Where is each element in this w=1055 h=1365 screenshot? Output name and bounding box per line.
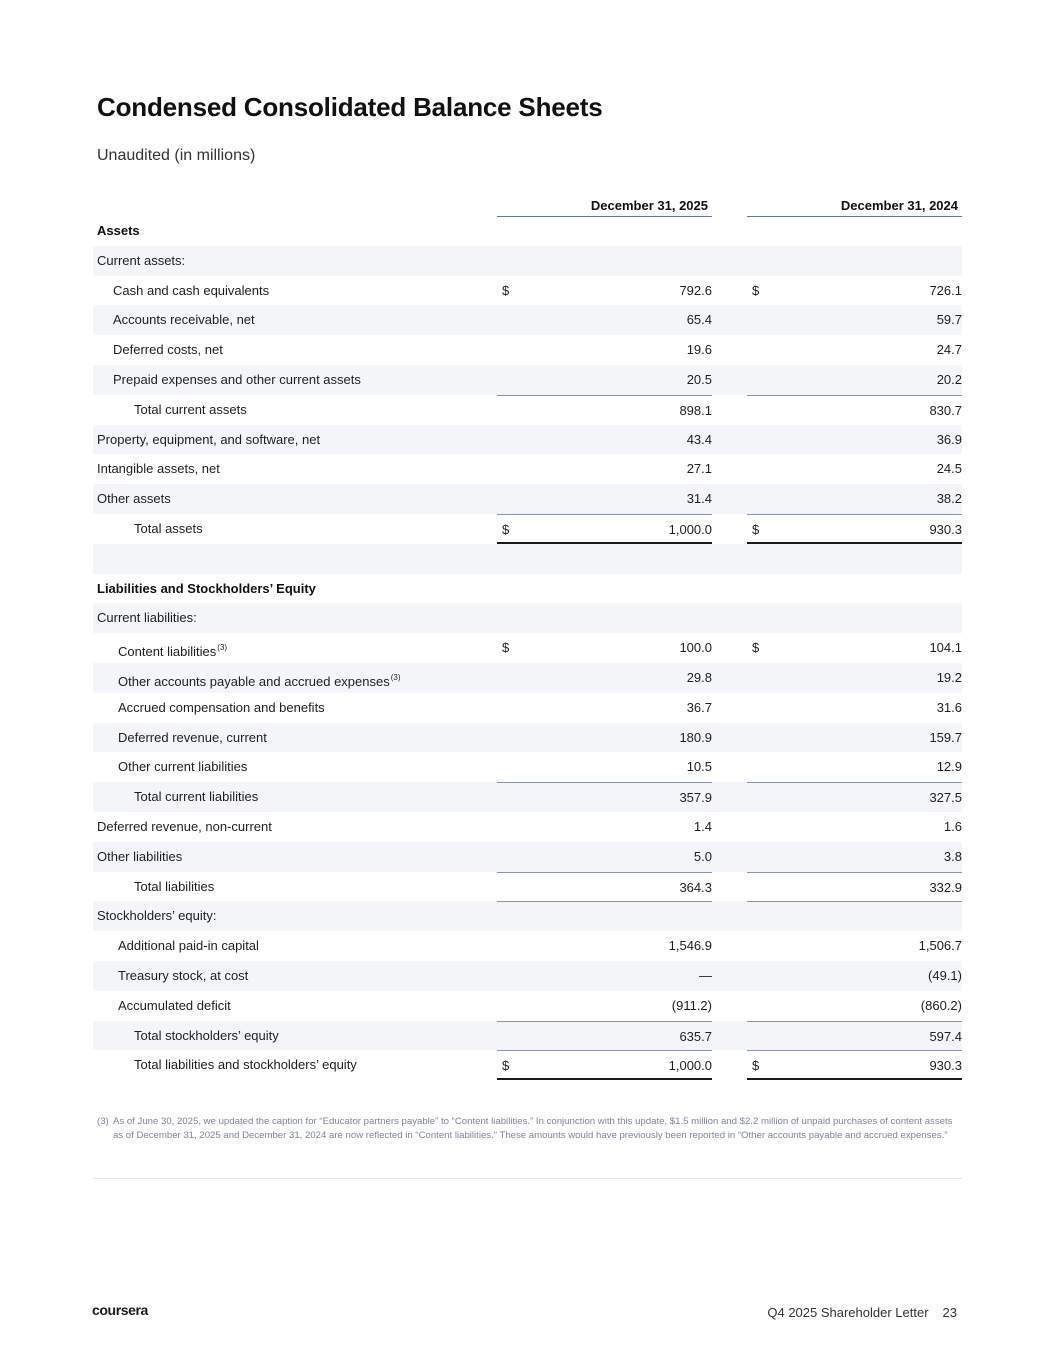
row-label [113,276,269,306]
column-header-label: December 31, 2025 [590,198,708,213]
value-cell-2025 [497,425,712,455]
value-cell-2025 [497,752,712,782]
table-row [93,961,962,991]
row-label-text: Cash and cash equivalents [113,282,270,298]
row-label [97,603,197,633]
value: (49.1) [928,967,962,983]
row-label [118,633,227,667]
value: 930.3 [929,1058,962,1074]
row-label [134,782,258,812]
value-cell-2024 [747,1021,962,1051]
value-cell-2024 [747,1050,962,1080]
table-row [93,365,962,395]
value: 726.1 [929,282,962,298]
value: 20.2 [936,371,962,387]
row-label [97,484,171,514]
value: 36.9 [936,431,962,447]
value-cell-2024 [747,395,962,425]
value-cell-2025 [497,633,712,663]
value: 19.6 [686,342,712,358]
value: 36.7 [686,699,712,715]
value-cell-2024 [747,752,962,782]
footnote-ref: (3) [217,643,228,653]
table-row [93,872,962,902]
value-cell-2024 [747,276,962,306]
value: 24.5 [936,461,962,477]
value-cell-2024 [747,335,962,365]
row-label [134,514,203,544]
row-label-text: Property, equipment, and software, net [97,431,321,447]
value-cell-2024 [747,365,962,395]
row-label-text: Total stockholders’ equity [134,1027,279,1043]
value-cell-2025 [497,842,712,872]
value: 19.2 [936,669,962,685]
value: 3.8 [943,848,962,864]
row-label [118,723,267,753]
value: 792.6 [679,282,712,298]
row-label [134,1050,357,1080]
row-label-text: Total assets [134,520,203,536]
page-number: 23 [942,1305,957,1320]
page-footer [767,1305,957,1320]
column-header-label: December 31, 2024 [840,198,958,213]
row-label-text: Accumulated deficit [118,997,231,1013]
value: 38.2 [936,491,962,507]
row-label-text: Total liabilities and stockholders’ equity [134,1057,357,1073]
table-row [93,752,962,782]
footnote-ref: (3) [390,672,401,682]
value-cell-2025 [497,276,712,306]
value-cell-2024 [747,723,962,753]
table-row [93,246,962,276]
dollar-sign: $ [752,282,760,298]
value: 29.8 [686,669,712,685]
value-cell-2025 [497,872,712,902]
value-cell-2024 [747,961,962,991]
row-label [118,931,259,961]
row-label-text: Additional paid-in capital [118,938,259,954]
row-label [97,216,140,246]
row-label-text: Deferred revenue, current [118,729,267,745]
value: 27.1 [686,461,712,477]
value-cell-2025 [497,723,712,753]
value-cell-2025 [497,454,712,484]
row-label [118,693,325,723]
value: 31.6 [936,699,962,715]
table-row [93,931,962,961]
row-label-text: Current assets: [97,252,186,268]
row-label-text: Deferred costs, net [113,342,223,358]
value-cell-2024 [747,484,962,514]
value: 898.1 [679,402,712,418]
value: 159.7 [929,729,962,745]
value-cell-2024 [747,693,962,723]
row-label-text: Total current liabilities [134,789,259,805]
value-cell-2025 [497,991,712,1021]
value: — [699,967,712,983]
row-label [118,991,231,1021]
row-label [113,365,361,395]
value-cell-2024 [747,842,962,872]
table-row [93,305,962,335]
column-header-2025 [497,198,712,217]
value: (911.2) [671,997,712,1013]
table-row [93,454,962,484]
table-row [93,335,962,365]
table-row [93,544,962,574]
value: 59.7 [936,312,962,328]
row-label-text: Deferred revenue, non-current [97,818,272,834]
value: 1.4 [693,818,712,834]
value-cell-2024 [747,991,962,1021]
dollar-sign: $ [502,282,510,298]
value: 1,000.0 [668,1058,712,1074]
row-label [118,961,248,991]
row-label [113,305,255,335]
row-label-text: Accounts receivable, net [113,312,255,328]
value-cell-2024 [747,305,962,335]
row-label [97,842,182,872]
row-label-text: Liabilities and Stockholders’ Equity [97,580,316,596]
value-cell-2024 [747,663,962,693]
footnote [97,1115,957,1143]
row-label [113,335,223,365]
row-label-text: Other accounts payable and accrued expenses [118,673,390,689]
value: 10.5 [686,759,712,775]
value-cell-2025 [497,931,712,961]
value-cell-2025 [497,1050,712,1080]
dollar-sign: $ [752,640,760,656]
value-cell-2024 [747,872,962,902]
row-label [97,574,316,604]
row-label [134,872,214,902]
dollar-sign: $ [752,521,760,537]
value: 332.9 [929,879,962,895]
row-label-text: Assets [97,223,140,238]
value-cell-2025 [497,782,712,812]
table-row [93,782,962,812]
footnote-divider [93,1178,962,1179]
row-label-text: Other current liabilities [118,759,248,775]
row-label [97,454,220,484]
balance-sheet-table [93,216,962,1080]
value: 930.3 [929,521,962,537]
page-subtitle: Unaudited (in millions) [97,147,256,164]
row-label [118,663,401,697]
table-row [93,574,962,604]
footer-label: Q4 2025 Shareholder Letter [767,1305,929,1320]
table-row [93,216,962,246]
value-cell-2025 [497,901,712,931]
table-row [93,633,962,663]
value-cell-2024 [747,931,962,961]
table-row [93,693,962,723]
value-cell-2025 [497,395,712,425]
value-cell-2025 [497,663,712,693]
value: 180.9 [679,729,712,745]
row-label-text: Accrued compensation and benefits [118,699,325,715]
value: 65.4 [686,312,712,328]
value-cell-2025 [497,514,712,544]
value-cell-2024 [747,514,962,544]
value: 1,000.0 [668,521,712,537]
dollar-sign: $ [502,1058,510,1074]
row-label-text: Content liabilities [118,644,217,660]
table-row [93,484,962,514]
value-cell-2025 [497,812,712,842]
value-cell-2024 [747,633,962,663]
value-cell-2025 [497,305,712,335]
value: 597.4 [929,1028,962,1044]
row-label [97,246,185,276]
column-header-2024 [747,198,962,217]
value: 635.7 [679,1028,712,1044]
row-label [97,425,320,455]
page-title: Condensed Consolidated Balance Sheets [97,92,603,122]
value-cell-2025 [497,1021,712,1051]
dollar-sign: $ [752,1058,760,1074]
table-row [93,723,962,753]
footnote-marker: (3) [97,1116,109,1127]
row-label-text: Treasury stock, at cost [118,967,249,983]
value: (860.2) [920,997,962,1013]
row-label-text: Total current assets [134,401,247,417]
value: 1.6 [943,818,962,834]
value: 20.5 [686,371,712,387]
table-row [93,395,962,425]
row-label-text: Other liabilities [97,848,183,864]
table-row [93,663,962,693]
row-label [134,1021,279,1051]
value: 24.7 [936,342,962,358]
row-label [134,395,247,425]
value-cell-2024 [747,812,962,842]
value-cell-2024 [747,425,962,455]
value-cell-2025 [497,484,712,514]
value: 31.4 [686,491,712,507]
value: 357.9 [679,790,712,806]
value-cell-2025 [497,693,712,723]
table-row [93,1021,962,1051]
dollar-sign: $ [502,521,510,537]
table-row [93,991,962,1021]
row-label [118,752,247,782]
value: 327.5 [929,790,962,806]
row-label-text: Prepaid expenses and other current assets [113,371,361,387]
table-row [93,901,962,931]
value: 5.0 [693,848,712,864]
row-label-text: Other assets [97,491,171,507]
value: 1,506.7 [918,938,962,954]
row-label [97,812,272,842]
row-label-text: Intangible assets, net [97,461,220,477]
value-cell-2024 [747,454,962,484]
value-cell-2024 [747,901,962,931]
row-label-text: Stockholders’ equity: [97,908,217,924]
value-cell-2025 [497,335,712,365]
value: 100.0 [679,640,712,656]
table-row [93,812,962,842]
table-row [93,842,962,872]
value: 830.7 [929,402,962,418]
value: 364.3 [679,879,712,895]
table-row [93,1050,962,1080]
value: 12.9 [936,759,962,775]
row-label-text: Total liabilities [134,878,215,894]
value: 104.1 [929,640,962,656]
table-row [93,276,962,306]
value-cell-2025 [497,961,712,991]
value-cell-2025 [497,365,712,395]
coursera-logo: coursera [92,1302,148,1318]
value-cell-2024 [747,782,962,812]
row-label [97,901,216,931]
table-row [93,514,962,544]
row-label-text: Current liabilities: [97,610,197,626]
value: 1,546.9 [668,938,712,954]
value: 43.4 [686,431,712,447]
footnote-text: As of June 30, 2025, we updated the caption for “Educator partners payable” to “Content liabilities.” In conjunction with this update, $1.5 million and $2.2 million of unpaid purchases of content assets as of December 31, 2025 and December 31, 2024 are now reflected in “Content liabilities.” These amounts would have previously been reported in “Other accounts payable and accrued expenses.” [113,1116,953,1141]
table-row [93,603,962,633]
dollar-sign: $ [502,640,510,656]
table-row [93,425,962,455]
